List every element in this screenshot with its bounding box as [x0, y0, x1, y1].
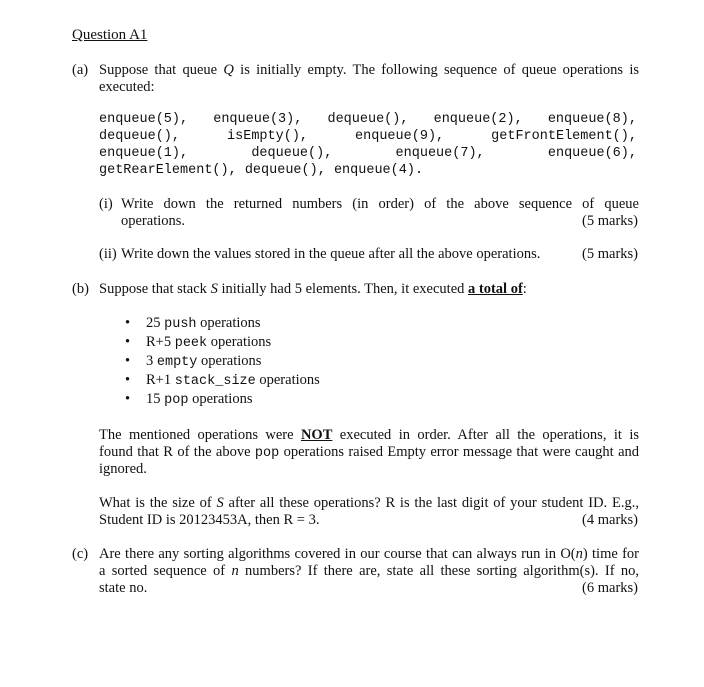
part-b-para1-line2: found that R of the above pop operations raised Empty error message that were caught and [99, 444, 640, 461]
part-b-para2-line2: Student ID is 20123453A, then R = 3. [99, 512, 320, 528]
part-a-label: (a) [72, 62, 89, 78]
part-b-marks: (4 marks) [582, 512, 638, 528]
part-c-line3: state no. [99, 580, 148, 596]
part-b-intro: Suppose that stack S initially had 5 elements. Then, it executed a total of: [99, 281, 527, 297]
part-b-para1-line1: The mentioned operations were NOT executed in order. After all the operations, it is [99, 427, 639, 443]
part-c-label: (c) [72, 546, 89, 562]
bullet-item-pop: 15 pop operations [146, 391, 253, 408]
part-a-i-text-line1: Write down the returned numbers (in order) of the above sequence of queue [121, 196, 639, 212]
code-line-1: enqueue(5), enqueue(3), dequeue(), enqueue(2), enqueue(8), [99, 112, 637, 127]
bullet-icon: • [125, 334, 131, 350]
part-a-i-label: (i) [99, 196, 113, 212]
bullet-icon: • [125, 372, 131, 388]
bullet-item-peek: R+5 peek operations [146, 334, 272, 351]
part-a-i-text-line2: operations. [121, 213, 186, 229]
part-a-i-marks: (5 marks) [582, 213, 638, 229]
question-title: Question A1 [72, 27, 148, 43]
part-b-label: (b) [72, 281, 89, 297]
part-a-intro-line2: executed: [99, 79, 155, 95]
code-line-3: enqueue(1), dequeue(), enqueue(7), enqueue(6), [99, 146, 637, 161]
part-b-para2-line1: What is the size of S after all these operations? R is the last digit of your student ID. E.g., [99, 495, 639, 511]
bullet-icon: • [125, 315, 131, 331]
bullet-icon: • [125, 353, 131, 369]
part-a-ii-marks: (5 marks) [582, 246, 638, 262]
bullet-item-stack-size: R+1 stack_size operations [146, 372, 320, 389]
part-a-ii-text: Write down the values stored in the queue after all the above operations. [121, 246, 541, 262]
code-line-4: getRearElement(), dequeue(), enqueue(4). [99, 163, 424, 178]
bullet-item-empty: 3 empty operations [146, 353, 262, 370]
bullet-icon: • [125, 391, 131, 407]
bullet-item-push: 25 push operations [146, 315, 261, 332]
part-c-line1: Are there any sorting algorithms covered in our course that can always run in O(n) time for [99, 546, 639, 562]
part-c-line2: a sorted sequence of n numbers? If there are, state all these sorting algorithm(s). If no, [99, 563, 639, 579]
part-a-intro-line1: Suppose that queue Q is initially empty. The following sequence of queue operations is [99, 62, 640, 78]
code-line-2: dequeue(), isEmpty(), enqueue(9), getFrontElement(), [99, 129, 637, 144]
part-c-marks: (6 marks) [582, 580, 638, 596]
part-a-ii-label: (ii) [99, 246, 117, 262]
part-b-para1-line3: ignored. [99, 461, 147, 477]
